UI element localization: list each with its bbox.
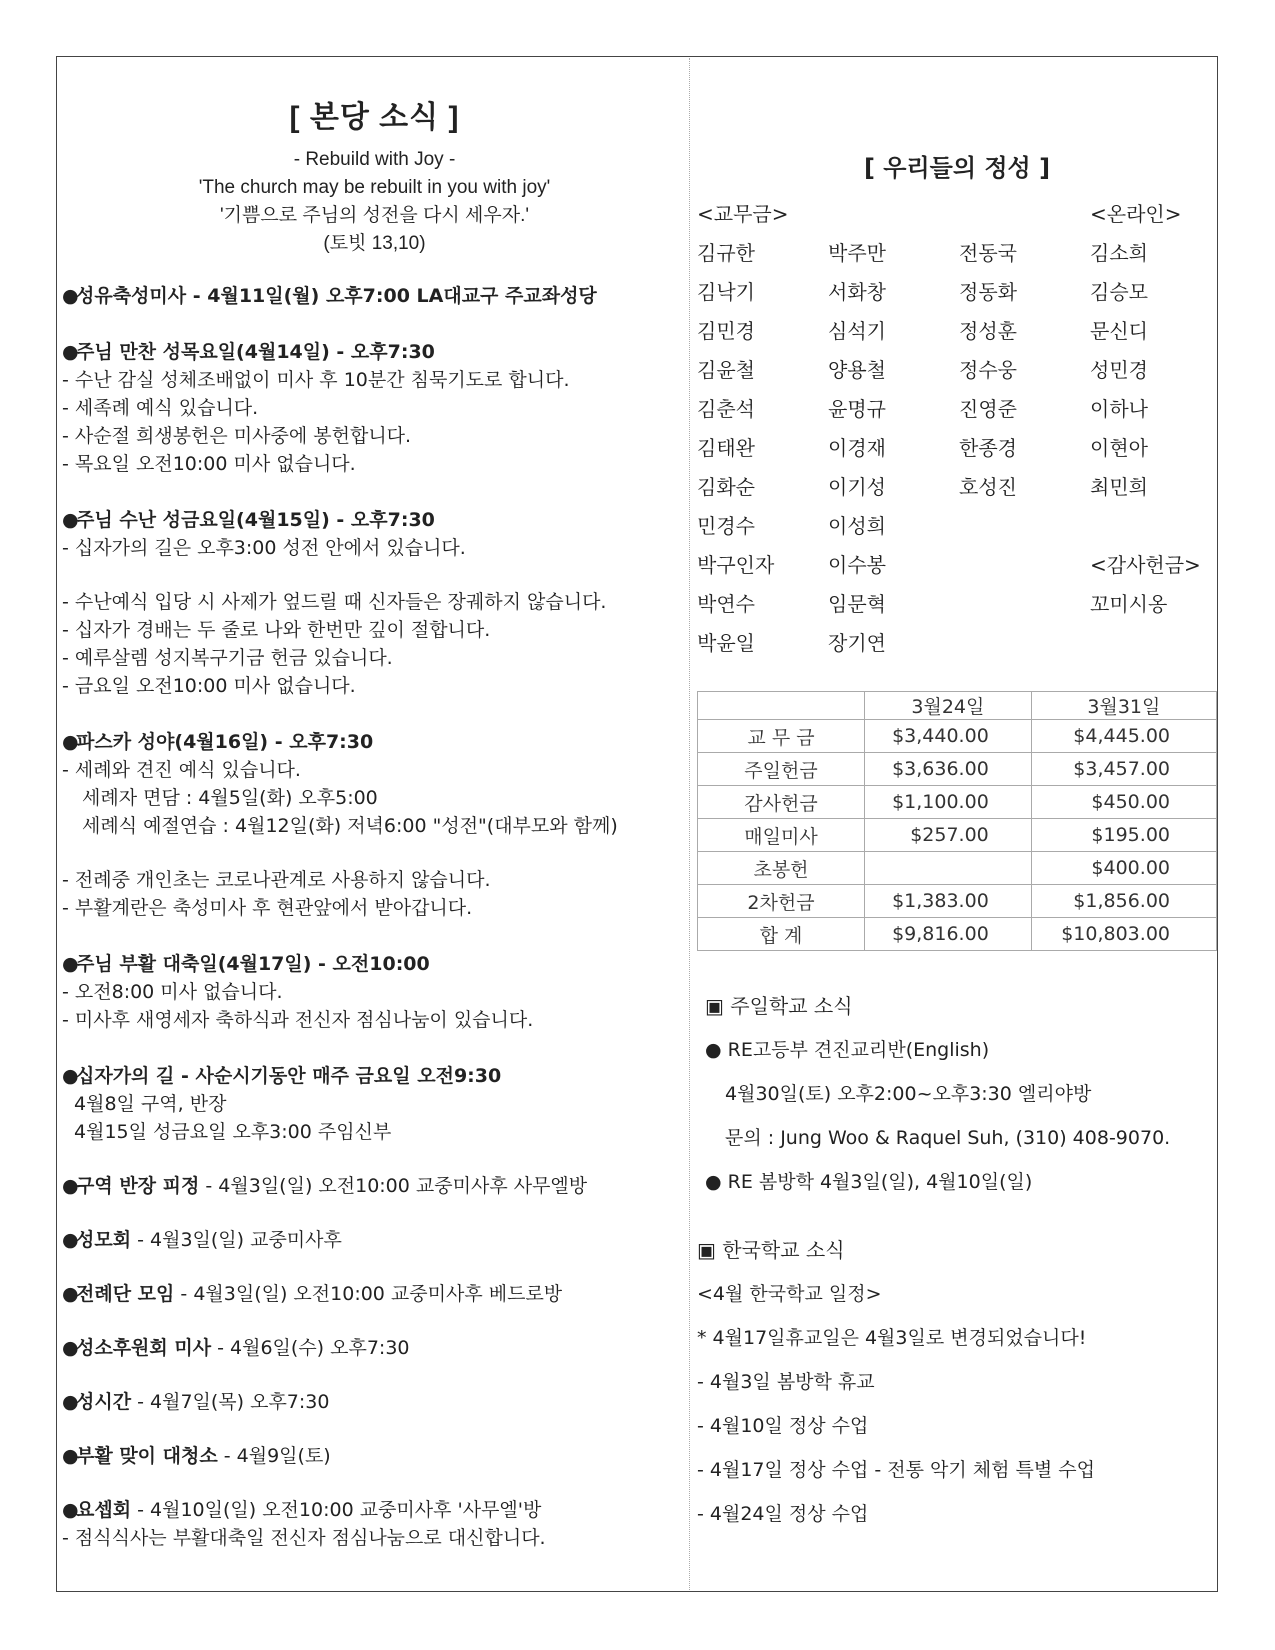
- donor-name: 김윤철: [697, 358, 755, 382]
- bullet-icon: ●: [62, 285, 79, 307]
- amount-cell: $10,803.00: [1031, 918, 1216, 951]
- news-item: [62, 1334, 687, 1362]
- donor-name: 한종경: [959, 436, 1017, 460]
- news-heading: 부활 맞이 대청소: [76, 1445, 218, 1467]
- donor-name: 전동국: [959, 241, 1017, 265]
- donor-name: 윤명규: [828, 397, 886, 421]
- donor-name: 박주만: [828, 241, 886, 265]
- news-item: [62, 1442, 687, 1470]
- donor-name: 이경재: [828, 436, 886, 460]
- table-row: [698, 852, 1217, 885]
- news-line: - 목요일 오전10:00 미사 없습니다.: [62, 453, 356, 475]
- row-label: 주일헌금: [698, 753, 865, 786]
- news-heading: 구역 반장 피정: [76, 1175, 200, 1197]
- news-heading: 십자가의 길 - 사순시기동안 매주 금요일 오전9:30: [76, 1065, 502, 1087]
- donor-name: 김승모: [1090, 280, 1148, 304]
- donor-name: 이성희: [828, 514, 886, 538]
- news-line: - 금요일 오전10:00 미사 없습니다.: [62, 675, 356, 697]
- bullet-icon: ●: [62, 1229, 79, 1251]
- donor-name: 이수봉: [828, 553, 886, 577]
- bullet-icon: ●: [62, 1175, 79, 1197]
- news-line: - 세례와 견진 예식 있습니다.: [62, 759, 301, 781]
- donor-name: 성민경: [1090, 358, 1148, 382]
- news-item: [62, 1496, 687, 1552]
- table-row: [698, 819, 1217, 852]
- news-item: [62, 1388, 687, 1416]
- news-line: - 십자가의 길은 오후3:00 성전 안에서 있습니다.: [62, 537, 466, 559]
- offerings-title: [ 우리들의 정성 ]: [863, 154, 1051, 182]
- amount-cell: $1,383.00: [865, 885, 1032, 918]
- table-row: [698, 753, 1217, 786]
- amount-cell: $3,457.00: [1031, 753, 1216, 786]
- donor-category-label: <감사헌금>: [1090, 553, 1201, 577]
- news-heading: 주님 수난 성금요일(4월15일) - 오후7:30: [76, 509, 435, 531]
- table-row: [698, 885, 1217, 918]
- amount-cell: $257.00: [865, 819, 1032, 852]
- donor-name: 장기연: [828, 631, 886, 655]
- table-row: [698, 786, 1217, 819]
- sunday-school-title: ▣ 주일학교 소식: [705, 994, 853, 1018]
- table-header: 3월31일: [1031, 692, 1216, 720]
- amount-cell: $9,816.00: [865, 918, 1032, 951]
- donor-name: 김춘석: [697, 397, 755, 421]
- parish-news-title: [ 본당 소식 ]: [289, 101, 460, 134]
- news-item: [62, 1062, 687, 1146]
- donor-name: 호성진: [959, 475, 1017, 499]
- news-line: - 전례중 개인초는 코로나관계로 사용하지 않습니다.: [62, 869, 491, 891]
- finance-table: [697, 691, 1217, 951]
- donor-name: 김태완: [697, 436, 755, 460]
- column-divider: [689, 58, 690, 1590]
- korean-school-line: - 4월10일 정상 수업: [697, 1415, 869, 1437]
- table-header: 3월24일: [865, 692, 1032, 720]
- donor-name: 이현아: [1090, 436, 1148, 460]
- news-line: 4월15일 성금요일 오후3:00 주임신부: [74, 1121, 392, 1143]
- news-heading: 성유축성미사 - 4월11일(월) 오후7:00 LA대교구 주교좌성당: [76, 285, 597, 307]
- news-line: 세례식 예절연습 : 4월12일(화) 저녁6:00 "성전"(대부모와 함께): [82, 815, 618, 837]
- row-label: 감사헌금: [698, 786, 865, 819]
- news-line: 세례자 면담 : 4월5일(화) 오후5:00: [82, 787, 378, 809]
- donor-name: [959, 591, 1090, 618]
- news-line: - 사순절 희생봉헌은 미사중에 봉헌합니다.: [62, 425, 412, 447]
- subtitle-line: '기쁨으로 주님의 성전을 다시 세우자.': [220, 205, 529, 226]
- sunday-school-contact: 문의 : Jung Woo & Raquel Suh, (310) 408-9070.: [725, 1127, 1171, 1149]
- bullet-icon: ●: [62, 509, 79, 531]
- table-header: [698, 692, 865, 720]
- news-line: - 미사후 새영세자 축하식과 전신자 점심나눔이 있습니다.: [62, 1009, 534, 1031]
- bullet-icon: ●: [62, 1391, 79, 1413]
- donor-category-label: <교무금>: [697, 202, 789, 226]
- korean-school-line: <4월 한국학교 일정>: [697, 1283, 882, 1305]
- news-heading: 성모회: [76, 1229, 132, 1251]
- donor-name: 김소희: [1090, 241, 1148, 265]
- amount-cell: $400.00: [1031, 852, 1216, 885]
- row-label: 합 계: [698, 918, 865, 951]
- news-time: - 4월6일(수) 오후7:30: [211, 1337, 410, 1359]
- bullet-icon: ●: [62, 1337, 79, 1359]
- donor-name: 이하나: [1090, 397, 1148, 421]
- bullet-icon: ●: [62, 1499, 79, 1521]
- amount-cell: $1,100.00: [865, 786, 1032, 819]
- table-header-row: [698, 692, 1217, 720]
- donor-name: [1090, 630, 1217, 657]
- donor-name: 박구인자: [697, 553, 775, 577]
- korean-school-title: ▣ 한국학교 소식: [697, 1238, 845, 1262]
- news-line: - 수난예식 입당 시 사제가 엎드릴 때 신자들은 장궤하지 않습니다.: [62, 591, 607, 613]
- subtitle-line: 'The church may be rebuilt in you with joy': [198, 177, 551, 198]
- bullet-icon: ●: [62, 1445, 79, 1467]
- news-item: [62, 338, 687, 478]
- news-heading: 전례단 모임: [76, 1283, 175, 1305]
- donor-name: [1090, 513, 1217, 540]
- donor-name: 김낙기: [697, 280, 755, 304]
- amount-cell: $1,856.00: [1031, 885, 1216, 918]
- news-line: - 십자가 경배는 두 줄로 나와 한번만 깊이 절합니다.: [62, 619, 491, 641]
- news-time: - 4월9일(토): [217, 1445, 331, 1467]
- donor-name: 꼬미시옹: [1090, 592, 1168, 616]
- korean-school-line: - 4월17일 정상 수업 - 전통 악기 체험 특별 수업: [697, 1459, 1095, 1481]
- donor-name: 심석기: [828, 319, 886, 343]
- news-item: [62, 1226, 687, 1254]
- row-label: 초봉헌: [698, 852, 865, 885]
- row-label: 매일미사: [698, 819, 865, 852]
- news-line: - 점식식사는 부활대축일 전신자 점심나눔으로 대신합니다.: [62, 1527, 546, 1549]
- amount-cell: $3,440.00: [865, 720, 1032, 753]
- news-line: - 오전8:00 미사 없습니다.: [62, 981, 283, 1003]
- news-time: - 4월3일(일) 교중미사후: [131, 1229, 342, 1251]
- donor-name: 김민경: [697, 319, 755, 343]
- korean-school-line: - 4월3일 봄방학 휴교: [697, 1371, 875, 1393]
- korean-school-line: - 4월24일 정상 수업: [697, 1503, 869, 1525]
- news-line: 4월8일 구역, 반장: [74, 1093, 227, 1115]
- news-item: [62, 728, 687, 922]
- korean-school-section: [697, 1235, 1217, 1529]
- news-item: [62, 1172, 687, 1200]
- donor-name: 진영준: [959, 397, 1017, 421]
- news-heading: 성시간: [76, 1391, 132, 1413]
- news-line: - 세족례 예식 있습니다.: [62, 397, 259, 419]
- amount-cell: [865, 852, 1032, 885]
- donor-name: 양용철: [828, 358, 886, 382]
- table-row: [698, 720, 1217, 753]
- donor-name: [959, 630, 1090, 657]
- donor-name: 서화창: [828, 280, 886, 304]
- news-line: - 예루살렘 성지복구기금 헌금 있습니다.: [62, 647, 393, 669]
- donor-names-grid: [697, 201, 1217, 657]
- news-heading: 주님 만찬 성목요일(4월14일) - 오후7:30: [76, 341, 435, 363]
- donor-category-label: <온라인>: [1090, 202, 1182, 226]
- korean-school-line: * 4월17일휴교일은 4월3일로 변경되었습니다!: [697, 1327, 1087, 1349]
- subtitle-line: (토빗 13,10): [323, 233, 426, 254]
- offerings-column: [697, 148, 1217, 1529]
- news-item: [62, 506, 687, 700]
- sunday-school-time: 4월30일(토) 오후2:00~오후3:30 엘리야방: [725, 1083, 1092, 1105]
- bullet-icon: ●: [62, 341, 79, 363]
- news-heading: 주님 부활 대축일(4월17일) - 오전10:00: [76, 953, 430, 975]
- donor-name: 박윤일: [697, 631, 755, 655]
- donor-category-label: [959, 201, 1090, 228]
- donor-name: 정성훈: [959, 319, 1017, 343]
- donor-name: [959, 552, 1090, 579]
- donor-name: 최민희: [1090, 475, 1148, 499]
- amount-cell: $4,445.00: [1031, 720, 1216, 753]
- parish-news-column: [62, 92, 687, 1552]
- news-item: [62, 282, 687, 310]
- donor-name: 이기성: [828, 475, 886, 499]
- row-label: 2차헌금: [698, 885, 865, 918]
- donor-category-label: [828, 201, 959, 228]
- sunday-school-item: ● RE고등부 견진교리반(English): [705, 1039, 990, 1061]
- bullet-icon: ●: [62, 1283, 79, 1305]
- row-label: 교 무 금: [698, 720, 865, 753]
- donor-name: 정동화: [959, 280, 1017, 304]
- news-time: - 4월10일(일) 오전10:00 교중미사후 '사무엘'방: [131, 1499, 542, 1521]
- donor-name: 임문혁: [828, 592, 886, 616]
- subtitle-line: - Rebuild with Joy -: [293, 149, 456, 170]
- donor-name: 정수웅: [959, 358, 1017, 382]
- amount-cell: $3,636.00: [865, 753, 1032, 786]
- donor-name: [959, 513, 1090, 540]
- news-item: [62, 1280, 687, 1308]
- donor-name: 민경수: [697, 514, 755, 538]
- bullet-icon: ●: [62, 1065, 79, 1087]
- news-item: [62, 950, 687, 1034]
- amount-cell: $195.00: [1031, 819, 1216, 852]
- news-line: - 수난 감실 성체조배없이 미사 후 10분간 침묵기도로 합니다.: [62, 369, 570, 391]
- bullet-icon: ●: [62, 953, 79, 975]
- news-heading: 요셉회: [76, 1499, 132, 1521]
- donor-name: 박연수: [697, 592, 755, 616]
- news-time: - 4월7일(목) 오후7:30: [131, 1391, 330, 1413]
- news-time: - 4월3일(일) 오전10:00 교중미사후 사무엘방: [199, 1175, 588, 1197]
- amount-cell: $450.00: [1031, 786, 1216, 819]
- news-heading: 파스카 성야(4월16일) - 오후7:30: [76, 731, 374, 753]
- bullet-icon: ●: [62, 731, 79, 753]
- table-total-row: [698, 918, 1217, 951]
- news-line: - 부활계란은 축성미사 후 현관앞에서 받아갑니다.: [62, 897, 473, 919]
- donor-name: 김규한: [697, 241, 755, 265]
- donor-name: 문신디: [1090, 319, 1148, 343]
- news-time: - 4월3일(일) 오전10:00 교중미사후 베드로방: [174, 1283, 563, 1305]
- news-heading: 성소후원회 미사: [76, 1337, 212, 1359]
- sunday-school-item: ● RE 봄방학 4월3일(일), 4월10일(일): [705, 1171, 1033, 1193]
- sunday-school-section: [697, 991, 1217, 1197]
- donor-name: 김화순: [697, 475, 755, 499]
